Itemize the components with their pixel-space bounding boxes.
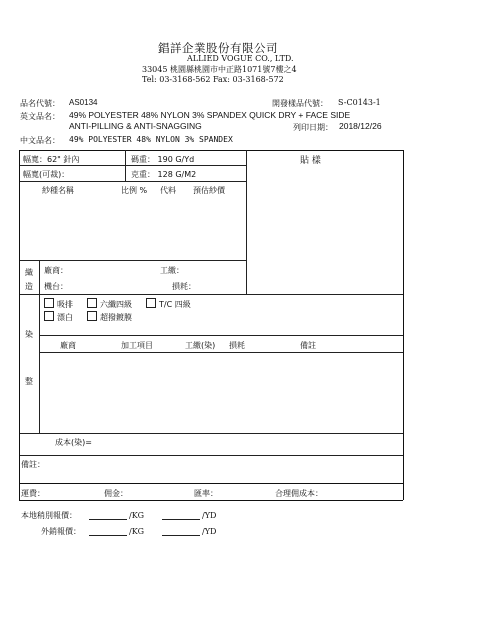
sample-label: 貼 樣 xyxy=(300,156,321,166)
dev-code: S-C0143-1 xyxy=(338,98,381,107)
yarn-col-price: 預估紗價 xyxy=(193,186,225,195)
checkbox[interactable] xyxy=(44,298,54,308)
commission-label: 佣金： xyxy=(104,489,128,498)
company-name-zh: 錩詳企業股份有限公司 xyxy=(158,41,278,55)
dye-col-loss: 損耗 xyxy=(229,341,245,350)
domestic-price-yd[interactable]: /YD xyxy=(162,510,216,520)
item-code: AS0134 xyxy=(69,98,98,107)
blank-line[interactable] xyxy=(89,526,127,536)
dye-col-labor: 工繳(染) xyxy=(185,341,216,350)
export-price-kg[interactable]: /KG xyxy=(89,526,144,536)
en-name-label: 英文品名： xyxy=(20,112,60,121)
dye-option-tc[interactable]: T/C 四級 xyxy=(146,298,191,310)
zh-name: 49% POLYESTER 48% NYLON 3% SPANDEX xyxy=(69,135,233,144)
checkbox[interactable] xyxy=(44,311,54,321)
print-date-label: 列印日期： xyxy=(293,123,333,132)
weaving-mill-label: 廠商： xyxy=(44,266,68,275)
en-name-line1: 49% POLYESTER 48% NYLON 3% SPANDEX QUICK DRY + FACE SIDE xyxy=(69,110,351,120)
export-price-label: 外銷報價： xyxy=(41,527,81,536)
weight-label: 碼重： 190 G/Yd xyxy=(131,155,195,164)
weaving-side-label-2: 造 xyxy=(25,282,33,291)
dyeing-side-label-1: 染 xyxy=(25,330,33,339)
export-price-yd[interactable]: /YD xyxy=(162,526,216,536)
checkbox[interactable] xyxy=(87,298,97,308)
checkbox[interactable] xyxy=(146,298,156,308)
dye-option-six-fiber[interactable]: 六纖四級 xyxy=(87,298,132,310)
dye-col-vendor: 廠商 xyxy=(60,341,76,350)
dye-option-coating[interactable]: 超撥鍍膜 xyxy=(87,311,132,323)
usable-width-label: 幅寬(可裁)： xyxy=(23,170,70,179)
dye-option-bleach[interactable]: 漂白 xyxy=(44,311,73,323)
blank-line[interactable] xyxy=(89,510,127,520)
dye-cost-label: 成本(染)= xyxy=(55,438,92,447)
weaving-loss-label: 損耗： xyxy=(172,282,196,291)
blank-line[interactable] xyxy=(162,526,200,536)
dye-col-remark: 備註 xyxy=(300,341,316,350)
company-address: 33045 桃園縣桃園市中正路1071號7樓之4 xyxy=(142,65,297,74)
yarn-col-name: 紗種名稱 xyxy=(42,186,74,195)
freight-label: 運費： xyxy=(21,489,45,498)
yarn-col-fee: 代料 xyxy=(160,186,176,195)
weaving-labor-label: 工繳： xyxy=(160,266,184,275)
checkbox[interactable] xyxy=(87,311,97,321)
dye-col-process: 加工項目 xyxy=(121,341,153,350)
item-code-label: 品名代號： xyxy=(20,99,60,108)
weaving-side-label-1: 織 xyxy=(25,268,33,277)
dyeing-side-label-2: 整 xyxy=(25,377,33,386)
yarn-col-ratio: 比例 % xyxy=(121,186,148,195)
domestic-price-label: 本地稍別報價： xyxy=(21,511,77,520)
dye-option-wicking[interactable]: 吸排 xyxy=(44,298,73,310)
company-name-en: ALLIED VOGUE CO., LTD. xyxy=(187,54,294,63)
company-contact: Tel: 03-3168-562 Fax: 03-3168-572 xyxy=(142,75,284,84)
dev-code-label: 開發樣品代號： xyxy=(272,99,328,108)
zh-name-label: 中文品名： xyxy=(20,136,60,145)
exchange-label: 匯率： xyxy=(194,489,218,498)
print-date: 2018/12/26 xyxy=(339,121,382,131)
gsm-label: 克重： 128 G/M2 xyxy=(131,170,197,179)
domestic-price-kg[interactable]: /KG xyxy=(89,510,144,520)
width-label: 幅寬：62" 針內 xyxy=(23,155,80,164)
weaving-machine-label: 機台： xyxy=(44,282,68,291)
blank-line[interactable] xyxy=(162,510,200,520)
total-cost-label: 合理佣成本： xyxy=(275,489,323,498)
en-name-line2: ANTI-PILLING & ANTI-SNAGGING xyxy=(69,121,202,131)
remark-label: 備註： xyxy=(21,460,45,469)
